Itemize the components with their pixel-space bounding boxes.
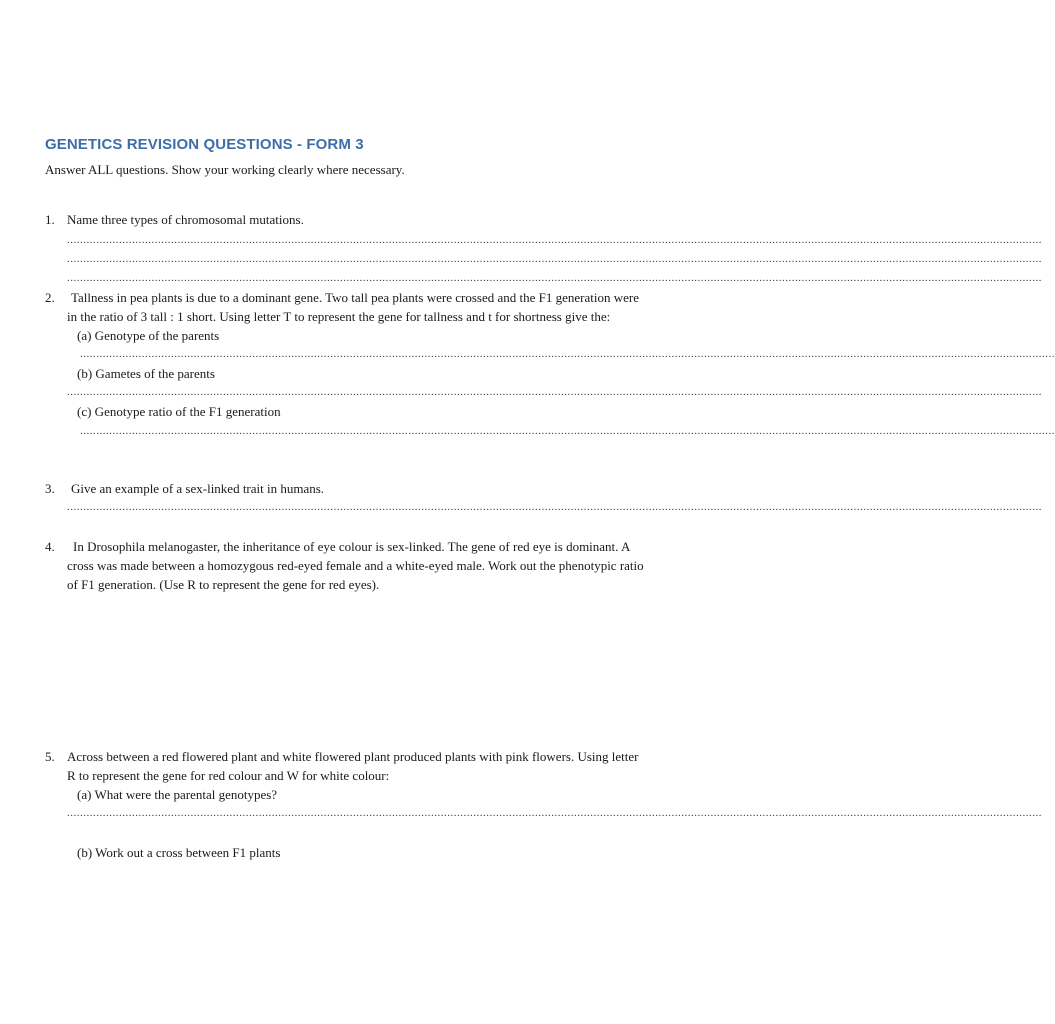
q5-text-line-1: Across between a red flowered plant and white flowered plant produced plants with pink flowers. Using letter <box>67 749 639 764</box>
q3-number: 3. <box>45 481 55 496</box>
q5b-text: (b) Work out a cross between F1 plants <box>77 845 281 860</box>
q1-number: 1. <box>45 212 55 227</box>
q1-answer-line-3[interactable]: ............................................................................................................................................................................................................................................................................................................ <box>67 272 1042 284</box>
q2-text-line-2: in the ratio of 3 tall : 1 short. Using letter T to represent the gene for tallness and t for shortness give the: <box>67 309 611 324</box>
q3-answer-line[interactable]: ............................................................................................................................................................................................................................................................................................................ <box>67 501 1042 513</box>
q2-text-line-1: Tallness in pea plants is due to a dominant gene. Two tall pea plants were crossed and the F1 generation were <box>71 290 639 305</box>
q4-text-line-2: cross was made between a homozygous red-eyed female and a white-eyed male. Work out the phenotypic ratio <box>67 558 644 573</box>
q1-text: Name three types of chromosomal mutations. <box>67 212 304 227</box>
q4-text-line-1: In Drosophila melanogaster, the inheritance of eye colour is sex-linked. The gene of red eye is dominant. A <box>73 539 631 554</box>
q1-answer-line-2[interactable]: ............................................................................................................................................................................................................................................................................................................ <box>67 253 1042 265</box>
q2-number: 2. <box>45 290 55 305</box>
q5-text-line-2: R to represent the gene for red colour and W for white colour: <box>67 768 390 783</box>
q2a-text: (a) Genotype of the parents <box>77 328 220 343</box>
q5a-text: (a) What were the parental genotypes? <box>77 787 278 802</box>
q5a-answer-line[interactable]: ............................................................................................................................................................................................................................................................................................................ <box>67 807 1042 819</box>
page-title: GENETICS REVISION QUESTIONS - FORM 3 <box>45 136 364 153</box>
q2b-text: (b) Gametes of the parents <box>77 366 215 381</box>
q2a-answer-line[interactable]: ............................................................................................................................................................................................................................................................................................................ <box>80 348 1055 360</box>
q2c-text: (c) Genotype ratio of the F1 generation <box>77 404 281 419</box>
q1-answer-line-1[interactable]: ............................................................................................................................................................................................................................................................................................................ <box>67 234 1042 246</box>
instructions: Answer ALL questions. Show your working clearly where necessary. <box>45 162 405 177</box>
q2c-answer-line[interactable]: ............................................................................................................................................................................................................................................................................................................ <box>80 425 1055 437</box>
q4-number: 4. <box>45 539 55 554</box>
q5-number: 5. <box>45 749 55 764</box>
q3-text: Give an example of a sex-linked trait in humans. <box>71 481 325 496</box>
q2b-answer-line[interactable]: ............................................................................................................................................................................................................................................................................................................ <box>67 386 1042 398</box>
q4-text-line-3: of F1 generation. (Use R to represent the gene for red eyes). <box>67 577 380 592</box>
